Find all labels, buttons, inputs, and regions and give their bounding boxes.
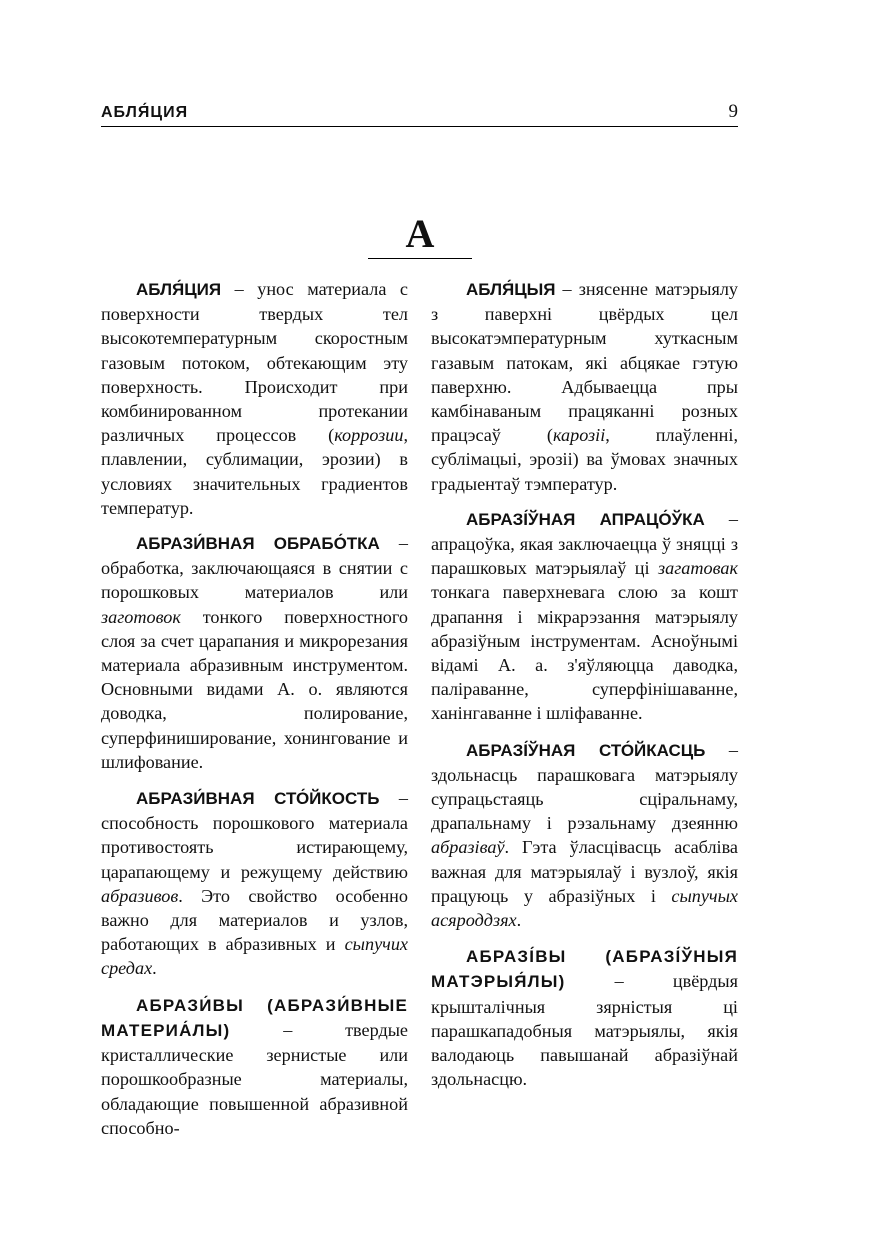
entry-abrazivnaya-obrabotka-ru	[101, 531, 408, 774]
headword: АБРАЗІ́ВЫ (АБРАЗІ́ЎНЫЯ МАТЭРЫЯ́ЛЫ)	[431, 947, 738, 992]
entry-ablyatsyya-be	[431, 277, 738, 496]
definition-text: тонкого поверхностного слоя за счет царапания и микрорезания материала абразивным инструментом. Основными видами А. о. являются доводка, полирование, суперфиниширование, хонингование и шлифование.	[101, 606, 408, 772]
definition-italic: абразивов	[101, 885, 179, 906]
entry-abraziunaya-stoykasts-be	[431, 738, 738, 933]
russian-column	[101, 277, 408, 1140]
headword: АБРАЗІ́ЎНАЯ АПРАЦО́ЎКА	[466, 509, 705, 529]
headword: АБЛЯ́ЦИЯ	[136, 280, 222, 299]
definition-text: – унос материала с поверхности твердых тел высокотемпературным скоростным газовым потоком, обтекающим эту поверхность. Происходит при комбинированном протекании различных процессов (	[101, 279, 408, 446]
headword: АБЛЯ́ЦЫЯ	[466, 280, 556, 299]
definition-text: – обработка, заключающаяся в снятии с порошковых материалов или	[101, 533, 408, 603]
belarusian-column	[431, 277, 738, 1092]
definition-text: – здольнасць парашковага матэрыялу супрацьстаяць сціральнаму, драпальнаму і рэзальнаму дзеянню	[431, 739, 738, 834]
definition-text: . Это свойство особенно важно для материалов и узлов, работающих в абразивных и	[101, 885, 408, 955]
definition-text: .	[152, 958, 157, 979]
definition-text: , плаўленні, сублімацыі, эрозіі) ва ўмовах значных градыентаў тэмператур.	[431, 425, 738, 494]
definition-text: – способность порошкового материала противостоять истирающему, царапающему и режущему действию	[101, 788, 408, 882]
definition-text: – твердые кристаллические зернистые или порошкообразные материалы, обладающие повышенной абразивной способно-	[101, 1019, 408, 1138]
running-head-word: АБЛЯ́ЦИЯ	[101, 104, 189, 121]
definition-text: . Гэта ўласцівасць асабліва важная для матэрыялаў і вузлоў, якія працуюць у абразіўных і	[431, 837, 738, 906]
section-letter: А	[368, 210, 472, 259]
definition-italic: абразіваў	[431, 837, 505, 858]
definition-italic: карозіі	[552, 425, 606, 446]
entry-abrazivy-ru	[101, 993, 408, 1140]
headword: АБРАЗИ́ВНАЯ ОБРАБО́ТКА	[136, 534, 380, 554]
entry-ablyatsiya-ru	[101, 277, 408, 520]
definition-italic: сыпучых асяроддзях	[431, 885, 738, 931]
definition-text: – цвёрдыя крышталічныя зярністыя ці парашкападобныя матэрыялы, якія валодаюць павышанай абразіўнай здольнасцю.	[431, 971, 738, 1090]
headword: АБРАЗІ́ЎНАЯ СТО́ЙКАСЦЬ	[466, 740, 706, 760]
definition-text: , плавлении, сублимации, эрозии) в условиях значительных градиентов температур.	[101, 425, 408, 518]
definition-text: .	[516, 910, 522, 931]
definition-italic: сыпучих средах	[101, 934, 408, 979]
definition-text: тонкага паверхневага слою за кошт драпання і мікрарэзання матэрыялу абразіўным інструментам. Асноўнымі відамі А. а. з'яўляюцца даводка, паліраванне, суперфінішаванне, ханінгаванне і шліфаванне.	[431, 582, 738, 724]
definition-text: – апрацоўка, якая заключаецца ў зняцці з парашковых матэрыялаў ці	[431, 508, 738, 579]
definition-italic: заготовок	[101, 606, 181, 627]
headword: АБРАЗИ́ВНАЯ СТО́ЙКОСТЬ	[136, 789, 380, 809]
definition-italic: загатовак	[658, 558, 738, 579]
definition-text: – знясенне матэрыялу з паверхні цвёрдых цел высокатэмпературным хуткасным газавым патокам, які абцякае гэтую паверхню. Адбываецца пры камбінаваным працяканні розных працэсаў (	[431, 279, 738, 446]
entry-abraziunaya-apratsouka-be	[431, 507, 738, 726]
page-number: 9	[728, 101, 738, 122]
definition-italic: коррозии	[334, 425, 404, 446]
headword: АБРАЗИ́ВЫ (АБРАЗИ́ВНЫЕ МАТЕРИА́ЛЫ)	[101, 995, 408, 1040]
entry-abrazivnaya-stoykost-ru	[101, 786, 408, 981]
entry-abrazivy-be	[431, 944, 738, 1091]
running-head	[101, 101, 738, 127]
